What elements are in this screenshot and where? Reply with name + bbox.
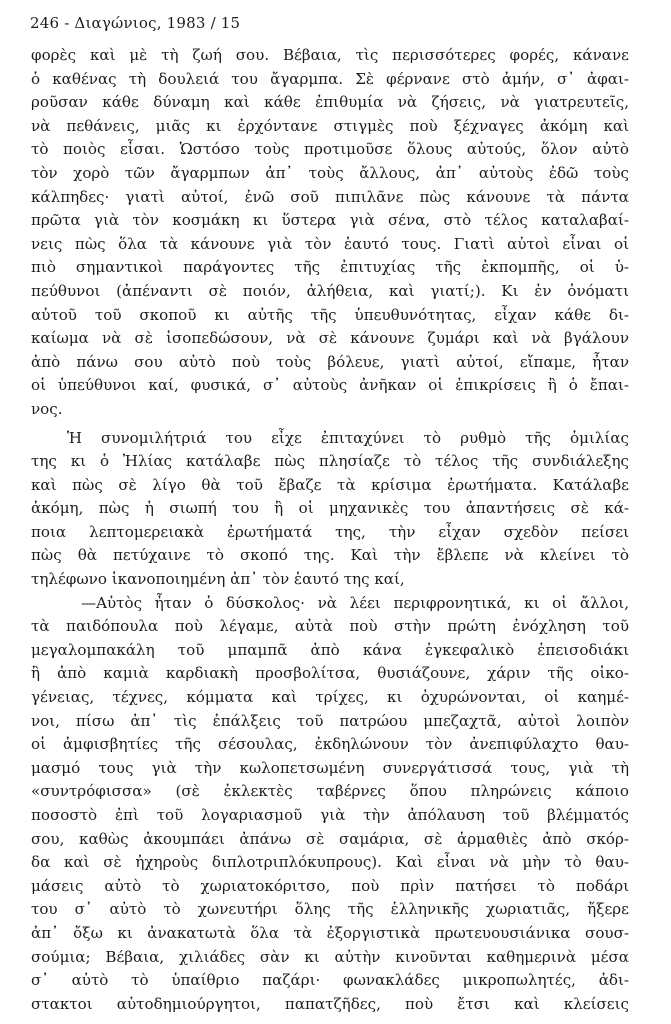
text-line: Ἡ συνομιλήτριά του εἶχε ἐπιταχύνει τὸ ρυθμὸ τῆς ὁμιλίας	[67, 428, 629, 447]
paragraph-3	[31, 592, 629, 1017]
text-line: πεύθυνοι (ἀπέναντι σὲ ποιόν, ἀλήθεια, καὶ γιατί;). Κι ἐν ὀνόματι	[31, 281, 629, 300]
text-line: πρῶτα γιὰ τὸν κοσμάκη κι ὕστερα γιὰ σένα, στὸ τέλος καταλαβαί-	[31, 211, 629, 230]
text-line: ποια λεπτομερειακὰ ἐρωτήματά της, τὴν εἶχαν σχεδὸν πείσει	[31, 522, 629, 541]
text-line: τηλέφωνο ἱκανοποιημένη ἀπ᾽ τὸν ἑαυτό της καί,	[31, 570, 405, 589]
text-line: νος.	[31, 399, 63, 418]
text-line: ἀκόμη, πὼς ἡ σιωπή του ἢ οἱ μηχανικὲς του ἀπαντήσεις σὲ κά-	[31, 499, 629, 518]
text-line: ἀπὸ πάνω σου αὐτὸ ποὺ τοὺς βόλευε, γιατὶ αὐτοί, εἴπαμε, ἦταν	[31, 352, 629, 371]
text-line: μάσεις αὐτὸ τὸ χωριατοκόριτσο, ποὺ πρὶν πατήσει τὸ ποδάρι	[31, 876, 629, 895]
text-line: πὼς θὰ πετύχαινε τὸ σκοπό της. Καὶ τὴν ἔβλεπε νὰ κλείνει τὸ	[31, 546, 629, 565]
text-line: τὰ παιδόπουλα ποὺ λέγαμε, αὐτὰ ποὺ στὴν πρώτη ἐνόχληση τοῦ	[31, 617, 629, 636]
text-line: ποσοστὸ ἐπὶ τοῦ λογαριασμοῦ γιὰ τὴν ἀπόλαυση τοῦ βλέμματός	[31, 806, 629, 824]
text-line: ροῦσαν κάθε δύναμη καὶ κάθε ἐπιθυμία νὰ ζήσεις, νὰ γιατρευτεῖς,	[31, 93, 629, 112]
text-line: οἱ ἀμφισβητίες τῆς σέσουλας, ἐκδηλώνουν τὸν ἀνεπιφύλαχτο θαυ-	[31, 735, 629, 754]
text-line: —Αὐτὸς ἦταν ὁ δύσκολος· νὰ λέει περιφρονητικά, κι οἱ ἄλλοι,	[81, 593, 629, 612]
text-line: αὐτοῦ τοῦ σκοποῦ κι αὐτῆς τῆς ὑπευθυνότητας, εἶχαν κάθε δι-	[31, 305, 629, 324]
text-line: της κι ὁ Ἠλίας κατάλαβε πὼς πλησίαζε τὸ τέλος τῆς συνδιάλεξης	[31, 452, 629, 471]
text-line: σ᾽ αὐτὸ τὸ ὑπαίθριο παζάρι· φωνακλάδες μικροπωλητές, ἀδι-	[31, 971, 629, 990]
text-line: τὸ ποιὸς εἶσαι. Ὡστόσο τοὺς προτιμοῦσε ὅλους αὐτούς, ὅλον αὐτὸ	[31, 140, 629, 159]
text-line: οἱ ὑπεύθυνοι καί, φυσικά, σ᾽ αὐτοὺς ἀνῆκαν οἱ ἐπικρίσεις ἢ ὁ ἔπαι-	[31, 376, 629, 395]
text-line: καὶ πὼς σὲ λίγο θὰ τοῦ ἔβαζε τὰ κρίσιμα ἐρωτήματα. Κατάλαβε	[31, 475, 629, 494]
text-line: ἢ ἀπὸ καμιὰ καρδιακὴ προσβολίτσα, θυσιάζουνε, χάριν τῆς οἰκο-	[31, 664, 629, 683]
text-line: «συντρόφισσα» (σὲ ἐκλεκτὲς ταβέρνες ὅπου πληρώνεις κάποιο	[31, 782, 629, 801]
text-line: μασμό τους γιὰ τὴν κωλοπετσωμένη συνεργάτισσά τους, γιὰ τὴ	[31, 758, 629, 777]
text-line: νοι, πίσω ἀπ᾽ τὶς ἐπάλξεις τοῦ πατρώου μπεζαχτᾶ, αὐτοὶ λοιπὸν	[31, 711, 629, 730]
paragraph-2	[31, 427, 629, 592]
text-line: νὰ πεθάνεις, μιᾶς κι ἐρχόντανε στιγμὲς ποὺ ξέχναγες ἀκόμη καὶ	[31, 116, 629, 135]
text-line: ὁ καθένας τὴ δουλειά του ἄγαρμπα. Σὲ φέρνανε στὸ ἀμήν, σ᾽ ἀφαι-	[31, 69, 629, 88]
text-line: του σ᾽ αὐτὸ τὸ χωνευτήρι ὅλης τῆς ἑλληνικῆς χωριατιᾶς, ἤξερε	[31, 900, 629, 919]
text-line: κάλπηδες· γιατὶ αὐτοί, ἐνῶ σοῦ πιπιλᾶνε πὼς κάνουνε τὰ πάντα	[31, 187, 629, 206]
text-line: σου, καθὼς ἀκουμπάει ἀπάνω σὲ σαμάρια, σὲ ἁρμαθιὲς ἀπὸ σκόρ-	[31, 829, 629, 848]
page-header: 246 - Διαγώνιος, 1983 / 15	[30, 14, 241, 32]
text-line: καίωμα νὰ σὲ ἰσοπεδώσουν, νὰ σὲ κάνουνε ζυμάρι καὶ νὰ βγάλουν	[31, 329, 629, 348]
text-line: τὸν χορὸ τῶν ἄγαρμπων ἀπ᾽ τοὺς ἄλλους, ἀπ᾽ αὐτοὺς ἐδῶ τοὺς	[31, 163, 629, 182]
text-line: νεις πὼς ὅλα τὰ κάνουνε γιὰ τὸν ἑαυτό τους. Γιατὶ αὐτοὶ εἶναι οἱ	[31, 234, 629, 253]
text-line: στακτοι αὐτοδημιούργητοι, παπατζῆδες, ποὺ ἔτσι καὶ κλείσεις	[31, 994, 629, 1013]
text-line: μεγαλομπακάλη τοῦ μπαμπᾶ ἀπὸ κάνα ἐγκεφαλικὸ ἐπεισοδιάκι	[31, 640, 629, 659]
text-line: δα καὶ σὲ ἠχηροὺς διπλοτριπλόκυπρους). Καὶ εἶναι νὰ μὴν τὸ θαυ-	[31, 853, 629, 872]
article-body	[31, 44, 629, 1016]
text-line: φορὲς καὶ μὲ τὴ ζωή σου. Βέβαια, τὶς περισσότερες φορές, κάνανε	[31, 46, 629, 64]
paragraph-1	[31, 44, 629, 422]
text-line: σούμια; Βέβαια, χιλιάδες σὰν κι αὐτὴν κινοῦνται καθημερινὰ μέσα	[31, 947, 629, 966]
text-line: γένειας, τέχνες, κόμματα καὶ τρίχες, κι ὀχυρώνονται, οἱ καημέ-	[31, 688, 629, 707]
text-line: ἀπ᾽ ὄξω κι ἀνακατωτὰ ὅλα τὰ ἐξοργιστικὰ πρωτευουσιάνικα σουσ-	[31, 923, 629, 942]
text-line: πιὸ σημαντικοὶ παράγοντες τῆς ἐπιτυχίας τῆς ἐκπομπῆς, οἱ ὑ-	[31, 258, 629, 277]
